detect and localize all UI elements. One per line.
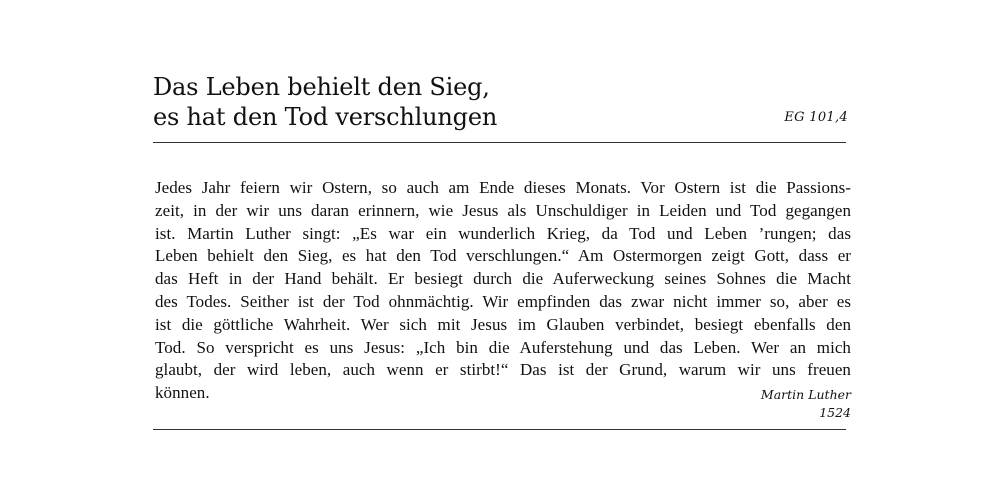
- body-line: Leben behielt den Sieg, es hat den Tod verschlungen.“ Am Ostermorgen zeigt Gott, dass er: [155, 246, 851, 266]
- title-line-1: Das Leben behielt den Sieg,: [153, 73, 490, 101]
- bottom-divider: [153, 429, 846, 430]
- body-line: ist. Martin Luther singt: „Es war ein wunderlich Krieg, da Tod und Leben ’rungen; das: [155, 223, 851, 243]
- author-year: 1524: [819, 405, 851, 420]
- body-paragraph: [155, 177, 851, 405]
- body-line: Tod. So verspricht es uns Jesus: „Ich bin die Auferstehung und das Leben. Wer an mich: [155, 337, 851, 357]
- body-line: Jedes Jahr feiern wir Ostern, so auch am Ende dieses Monats. Vor Ostern ist die Passions-: [155, 178, 851, 197]
- title-line-2: es hat den Tod verschlungen: [153, 103, 498, 131]
- body-line: können.: [155, 383, 210, 403]
- hymn-reference: EG 101,4: [784, 110, 848, 125]
- body-line: das Heft in der Hand behält. Er besiegt durch die Auferweckung seines Sohnes die Macht: [155, 269, 851, 289]
- top-divider: [153, 142, 846, 143]
- body-line: zeit, in der wir uns daran erinnern, wie Jesus als Unschuldiger in Leiden und Tod gegangen: [155, 200, 851, 220]
- body-line: ist die göttliche Wahrheit. Wer sich mit Jesus im Glauben verbindet, besiegt ebenfalls den: [155, 314, 851, 334]
- author-name: Martin Luther: [760, 387, 851, 402]
- body-line: glaubt, der wird leben, auch wenn er stirbt!“ Das ist der Grund, warum wir uns freuen: [155, 360, 851, 380]
- body-line: des Todes. Seither ist der Tod ohnmächtig. Wir empfinden das zwar nicht immer so, aber es: [155, 291, 851, 311]
- page-title: [153, 72, 713, 132]
- author-attribution: [761, 386, 851, 422]
